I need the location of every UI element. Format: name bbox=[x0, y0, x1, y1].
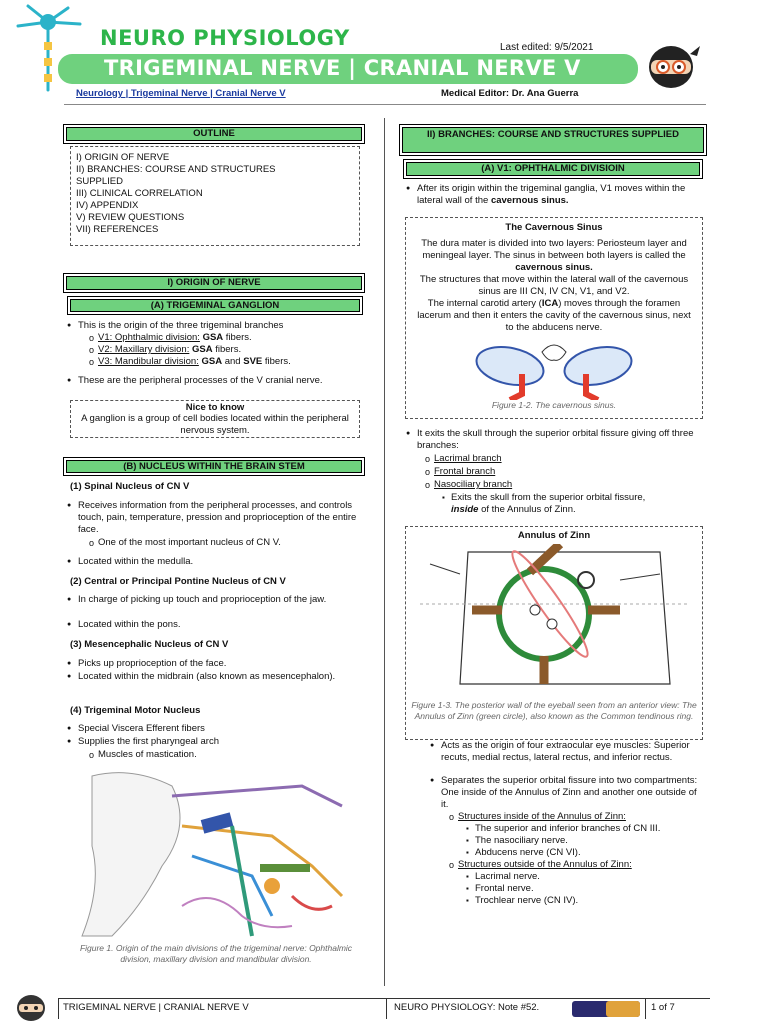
lacrimal-branch: o Lacrimal branch bbox=[434, 453, 502, 465]
inside-term: inside bbox=[451, 504, 479, 515]
nucleus-title: (3) Mesencephalic Nucleus of CN V bbox=[70, 639, 229, 650]
nice-to-know-text: A ganglion is a group of cell bodies located within the peripheral nervous system. bbox=[81, 413, 349, 436]
naso-text: Exits the skull from the superior orbital fissure, bbox=[451, 492, 646, 503]
nucleus-title: (4) Trigeminal Motor Nucleus bbox=[70, 705, 201, 716]
inside-structure: ▪ The superior and inferior branches of CN III. bbox=[475, 823, 703, 835]
cs-paragraph: ) moves through the foramen lacerum and then it enters the cavity of the cavernous sinus, next to the abducens nerve. bbox=[417, 298, 691, 333]
section-heading-branches: II) BRANCHES: COURSE AND STRUCTURES SUPPLIED bbox=[402, 127, 704, 153]
v1-course-text: After its origin within the trigeminal ganglia, V1 moves within the lateral wall of the bbox=[417, 183, 686, 206]
column-divider bbox=[384, 118, 385, 986]
outline-heading: OUTLINE bbox=[66, 127, 362, 141]
page-number: 1 of 7 bbox=[651, 1002, 675, 1013]
annulus-title: Annulus of Zinn bbox=[517, 530, 591, 541]
v2-label: V2: Maxillary division: bbox=[98, 344, 190, 355]
subsection-heading-ganglion: (A) TRIGEMINAL GANGLION bbox=[70, 299, 360, 312]
cavernous-sinus-figure bbox=[470, 338, 640, 400]
inside-structure: ▪ Abducens nerve (CN VI). bbox=[475, 847, 703, 859]
bullet-text: ● It exits the skull through the superior orbital fissure giving off three branches: bbox=[417, 428, 702, 452]
v3-label: V3: Mandibular division: bbox=[98, 356, 199, 367]
page-title: TRIGEMINAL NERVE | CRANIAL NERVE V bbox=[104, 56, 581, 80]
breadcrumb[interactable]: Neurology | Trigeminal Nerve | Cranial Nerve V bbox=[76, 88, 286, 99]
nasociliary-branch: o Nasociliary branch bbox=[434, 479, 512, 491]
bullet-text bbox=[417, 183, 702, 207]
figure-1-3-caption: Figure 1-3. The posterior wall of the eyeball seen from an anterior view: The Annulus of Zinn (green circle), also known as the Common tendinous ring. bbox=[411, 700, 697, 721]
medical-editor: Medical Editor: Dr. Ana Guerra bbox=[441, 88, 579, 99]
outline-item[interactable]: II) BRANCHES: COURSE AND STRUCTURES bbox=[76, 164, 276, 175]
outside-structure: ▪ Trochlear nerve (CN IV). bbox=[475, 895, 703, 907]
v2-item bbox=[98, 344, 360, 356]
v3-item bbox=[98, 356, 360, 368]
footer-note: NEURO PHYSIOLOGY: Note #52. bbox=[394, 1002, 540, 1013]
outline-item[interactable]: V) REVIEW QUESTIONS bbox=[76, 212, 185, 223]
sub-bullet-text: o One of the most important nucleus of CN V. bbox=[98, 537, 360, 549]
v1-item bbox=[98, 332, 360, 344]
footer-title: TRIGEMINAL NERVE | CRANIAL NERVE V bbox=[63, 1002, 249, 1013]
outside-structures-title: o Structures outside of the Annulus of Zinn: bbox=[458, 859, 632, 871]
fiber-text: fibers. bbox=[215, 344, 242, 355]
naso-text: of the Annulus of Zinn. bbox=[481, 504, 576, 515]
bullet-text: ● Located within the pons. bbox=[78, 619, 360, 631]
last-edited: Last edited: 9/5/2021 bbox=[500, 42, 594, 53]
fiber-type: GSA bbox=[191, 344, 213, 355]
cs-paragraph: The structures that move within the lateral wall of the cavernous sinus are III CN, IV CN, V1, and V2. bbox=[419, 274, 689, 297]
annulus-of-zinn-figure bbox=[420, 544, 690, 694]
section-heading-origin: I) ORIGIN OF NERVE bbox=[66, 276, 362, 290]
nasociliary-detail bbox=[451, 492, 701, 516]
subsection-heading-v1: (A) V1: OPHTHALMIC DIVISIOIN bbox=[406, 162, 700, 176]
bullet-text: ● In charge of picking up touch and proprioception of the jaw. bbox=[78, 594, 360, 606]
cs-term: ICA bbox=[541, 298, 559, 309]
sub-bullet-text: o Muscles of mastication. bbox=[98, 749, 360, 761]
bullet-text: ● Receives information from the peripheral processes, and controls touch, pain, temperature, pression and proprioception of the entire face. bbox=[78, 500, 360, 536]
frontal-branch: o Frontal branch bbox=[434, 466, 495, 478]
fiber-text: fibers. bbox=[264, 356, 291, 367]
cs-term: cavernous sinus. bbox=[515, 262, 593, 273]
bullet-text: ● Located within the medulla. bbox=[78, 556, 360, 568]
v1-label: V1: Ophthalmic division: bbox=[98, 332, 200, 343]
bullet-text: ● Located within the midbrain (also known as mesencephalon). bbox=[78, 671, 338, 683]
bullet-text: ● These are the peripheral processes of the V cranial nerve. bbox=[78, 375, 350, 387]
bullet-text: ● Supplies the first pharyngeal arch bbox=[78, 736, 360, 748]
ninja-mascot-icon bbox=[642, 40, 700, 90]
bullet-text: ● Separates the superior orbital fissure into two compartments: One inside of the Annulus of Zinn and another one outside of it. bbox=[441, 775, 703, 811]
bullet-text: ● Acts as the origin of four extraocular eye muscles: Superior recuts, medial rectus, lateral rectus, and inferior rectus. bbox=[441, 740, 703, 764]
outline-item[interactable]: SUPPLIED bbox=[76, 176, 123, 187]
figure-1-caption: Figure 1. Origin of the main divisions of the trigeminal nerve: Ophthalmic division, maxillary division and mandibular division. bbox=[79, 943, 353, 964]
nucleus-title: (2) Central or Principal Pontine Nucleus of CN V bbox=[70, 576, 286, 587]
cs-paragraph: The dura mater is divided into two layers: Periosteum layer and meningeal layer. The sinus in between both layers is called the bbox=[421, 238, 687, 261]
cavernous-sinus-text bbox=[412, 238, 696, 334]
subsection-heading-nucleus: (B) NUCLEUS WITHIN THE BRAIN STEM bbox=[66, 460, 362, 473]
footer-divider bbox=[58, 999, 59, 1019]
outline-item[interactable]: IV) APPENDIX bbox=[76, 200, 139, 211]
header-divider bbox=[64, 104, 706, 105]
outline-item[interactable]: III) CLINICAL CORRELATION bbox=[76, 188, 203, 199]
bullet-text: ● Picks up proprioception of the face. bbox=[78, 658, 360, 670]
cavernous-sinus-term: cavernous sinus. bbox=[490, 195, 569, 206]
fiber-text: fibers. bbox=[225, 332, 252, 343]
footer-divider bbox=[386, 999, 387, 1019]
footer-divider bbox=[645, 999, 646, 1019]
outline-item[interactable]: I) ORIGIN OF NERVE bbox=[76, 152, 170, 163]
cs-paragraph: The internal carotid artery ( bbox=[427, 298, 542, 309]
figure-1-2-caption: Figure 1-2. The cavernous sinus. bbox=[491, 400, 617, 410]
trigeminal-origin-figure bbox=[72, 766, 360, 938]
inside-structures-title: o Structures inside of the Annulus of Zinn: bbox=[458, 811, 626, 823]
nucleus-title: (1) Spinal Nucleus of CN V bbox=[70, 481, 190, 492]
inside-structure: ▪ The nasociliary nerve. bbox=[475, 835, 703, 847]
outline-list bbox=[76, 152, 356, 236]
outline-item[interactable]: VII) REFERENCES bbox=[76, 224, 159, 235]
ninja-nerd-logo-icon bbox=[572, 999, 640, 1019]
fiber-type: GSA bbox=[201, 356, 223, 367]
fiber-type: SVE bbox=[243, 356, 263, 367]
nice-to-know-title: Nice to know bbox=[185, 402, 245, 413]
bullet-text: ● Special Viscera Efferent fibers bbox=[78, 723, 360, 735]
bullet-text: ● This is the origin of the three trigeminal branches bbox=[78, 320, 360, 332]
fiber-text: and bbox=[224, 356, 241, 367]
cavernous-sinus-title: The Cavernous Sinus bbox=[505, 222, 603, 233]
series-title: NEURO PHYSIOLOGY bbox=[100, 26, 350, 50]
ninja-footer-icon bbox=[14, 992, 48, 1022]
outside-structure: ▪ Frontal nerve. bbox=[475, 883, 703, 895]
fiber-type: GSA bbox=[202, 332, 224, 343]
outside-structure: ▪ Lacrimal nerve. bbox=[475, 871, 703, 883]
